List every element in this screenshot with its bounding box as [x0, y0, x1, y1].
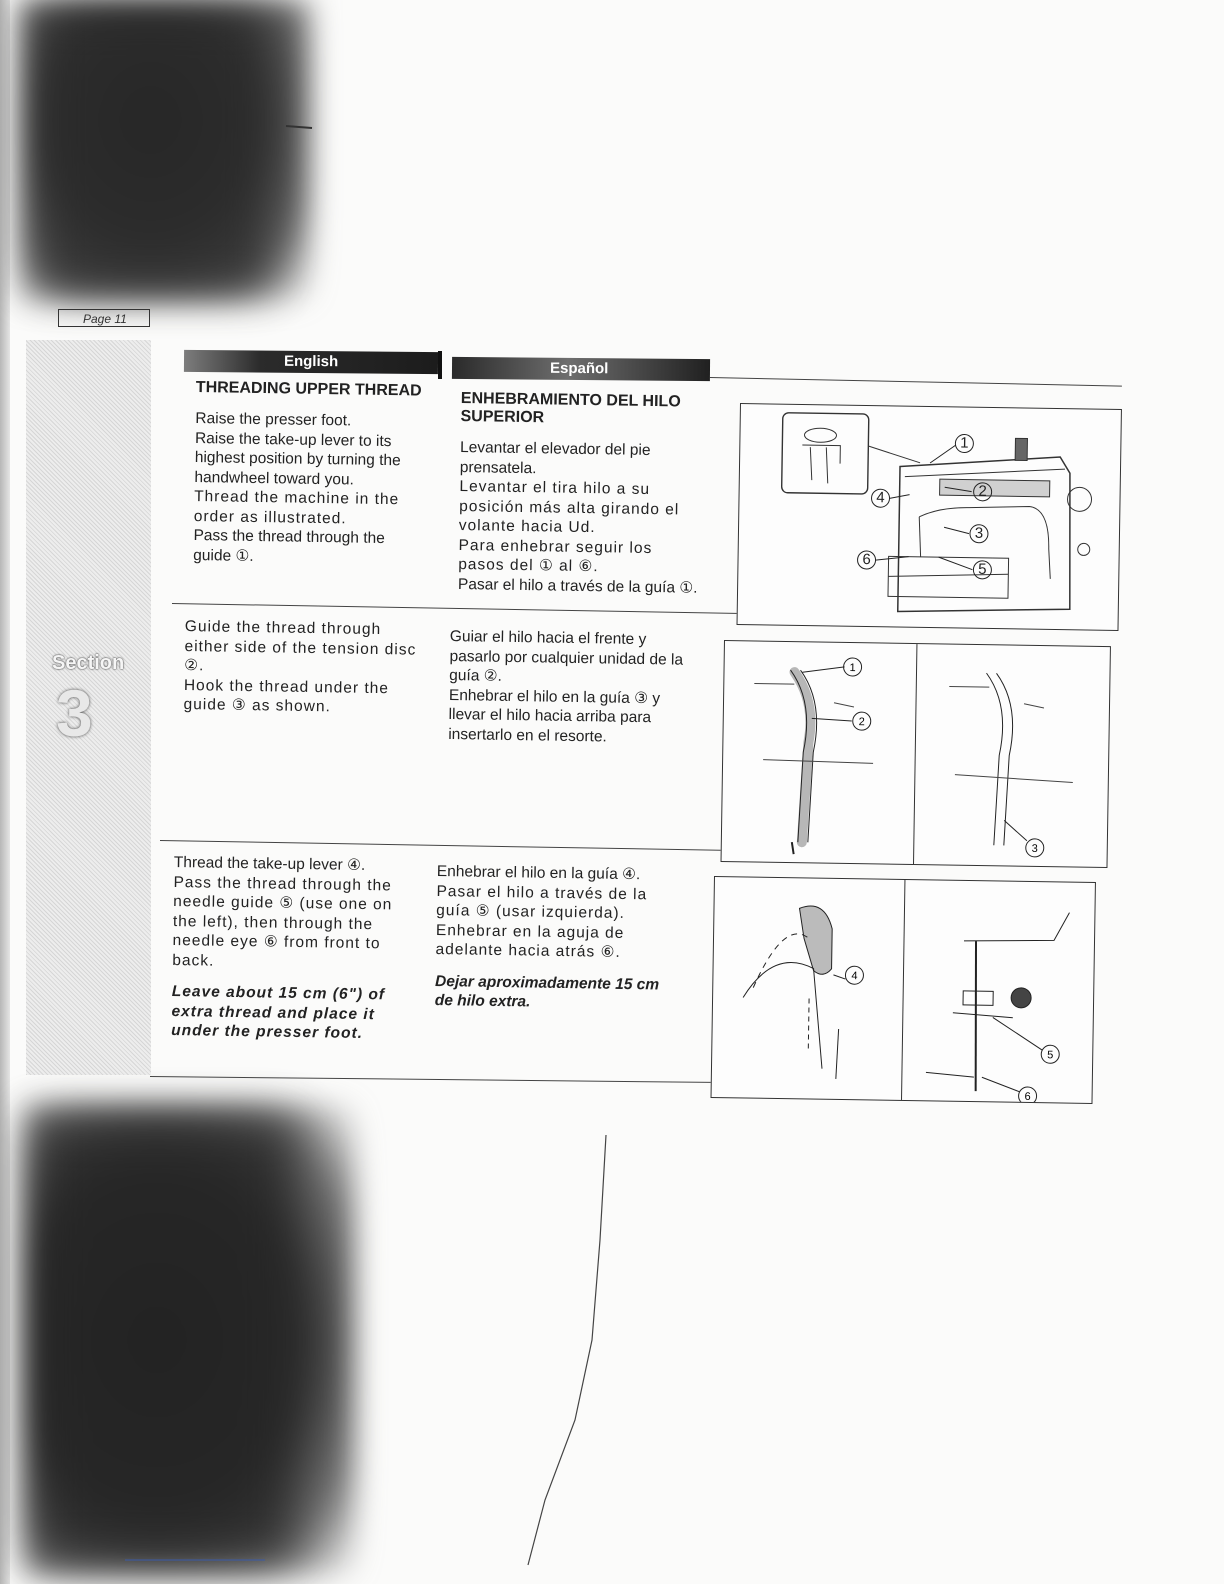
tension-disc-figure	[721, 640, 1111, 868]
spanish-step3	[435, 862, 677, 1014]
spanish-step1-line: Pasar el hilo a través de la guía ①.	[457, 575, 698, 597]
spanish-note: Dejar aproximadamente 15 cm de hilo extra.	[434, 972, 660, 1011]
spanish-header-bar	[452, 357, 710, 381]
english-note: Leave about 15 cm (6") of extra thread and place it under the presser foot.	[171, 982, 386, 1042]
spanish-step2-line: Guiar el hilo hacia el frente y pasarlo por cualquier unidad de la guía ②.	[449, 627, 684, 685]
english-step1-line: Raise the presser foot.	[195, 409, 352, 430]
svg-text:6: 6	[1024, 1090, 1031, 1103]
english-step2-line: Hook the thread under the guide ③ as shown.	[183, 676, 390, 716]
english-step1	[193, 379, 428, 569]
english-step1-line: Pass the thread through the guide ①.	[193, 526, 385, 565]
section-number: 3	[56, 676, 93, 750]
svg-text:6: 6	[862, 550, 871, 569]
spanish-step1-line: Levantar el tira hilo a su posición más alta girando el volante hacia Ud.	[458, 477, 680, 537]
svg-text:5: 5	[1047, 1049, 1054, 1062]
spanish-step3-line: Enhebrar en la aguja de adelante hacia atrás ⑥.	[435, 921, 625, 961]
svg-text:4: 4	[851, 970, 858, 983]
machine-threading-figure	[737, 403, 1122, 631]
tension-guide-icon	[722, 641, 1110, 867]
svg-text:4: 4	[876, 489, 885, 507]
english-step3	[171, 853, 409, 1044]
english-header-bar	[184, 350, 438, 374]
svg-text:1: 1	[849, 661, 856, 675]
spanish-step2-line: Enhebrar el hilo en la guía ③ y llevar el hilo hacia arriba para insertarlo en el resorte.	[448, 686, 661, 745]
spanish-header-label: Español	[549, 359, 609, 378]
english-header-label: English	[283, 352, 339, 371]
section-label: Section	[52, 652, 125, 674]
sewing-machine-icon	[738, 404, 1121, 630]
spanish-step1	[458, 390, 701, 598]
english-step2-line: Guide the thread through either side of the tension disc ②.	[184, 617, 417, 675]
english-step2	[183, 617, 420, 718]
english-heading: THREADING UPPER THREAD	[195, 379, 422, 400]
svg-text:3: 3	[1031, 842, 1038, 855]
spanish-step2	[448, 627, 690, 748]
spanish-step1-line: Para enhebrar seguir los pasos del ① al ⑥.	[458, 536, 653, 576]
svg-text:1: 1	[960, 434, 969, 452]
svg-text:2: 2	[978, 482, 987, 500]
spanish-step3-line: Enhebrar el hilo en la guía ④.	[436, 862, 641, 884]
english-step3-line: Pass the thread through the needle guide ⑤ (use one on the left), then through the needle eye ⑥ from front to back.	[172, 873, 393, 970]
needle-threading-figure	[711, 876, 1096, 1104]
svg-text:2: 2	[858, 716, 865, 729]
svg-text:3: 3	[974, 524, 984, 542]
needle-eye-icon	[712, 877, 1095, 1103]
spanish-heading: ENHEBRAMIENTO DEL HILO SUPERIOR	[460, 390, 681, 427]
english-step1-line: Thread the machine in the order as illustrated.	[193, 487, 400, 527]
english-step1-line: Raise the take-up lever to its highest position by turning the handwheel toward you.	[194, 429, 401, 488]
svg-text:5: 5	[978, 560, 987, 578]
spanish-step3-line: Pasar el hilo a través de la guía ⑤ (usar izquierda).	[436, 882, 648, 922]
header-divider	[438, 351, 442, 379]
page-number: Page 11	[58, 309, 150, 327]
english-step3-line: Thread the take-up lever ④.	[173, 853, 366, 875]
spanish-step1-line: Levantar el elevador del pie prensatela.	[459, 438, 651, 477]
